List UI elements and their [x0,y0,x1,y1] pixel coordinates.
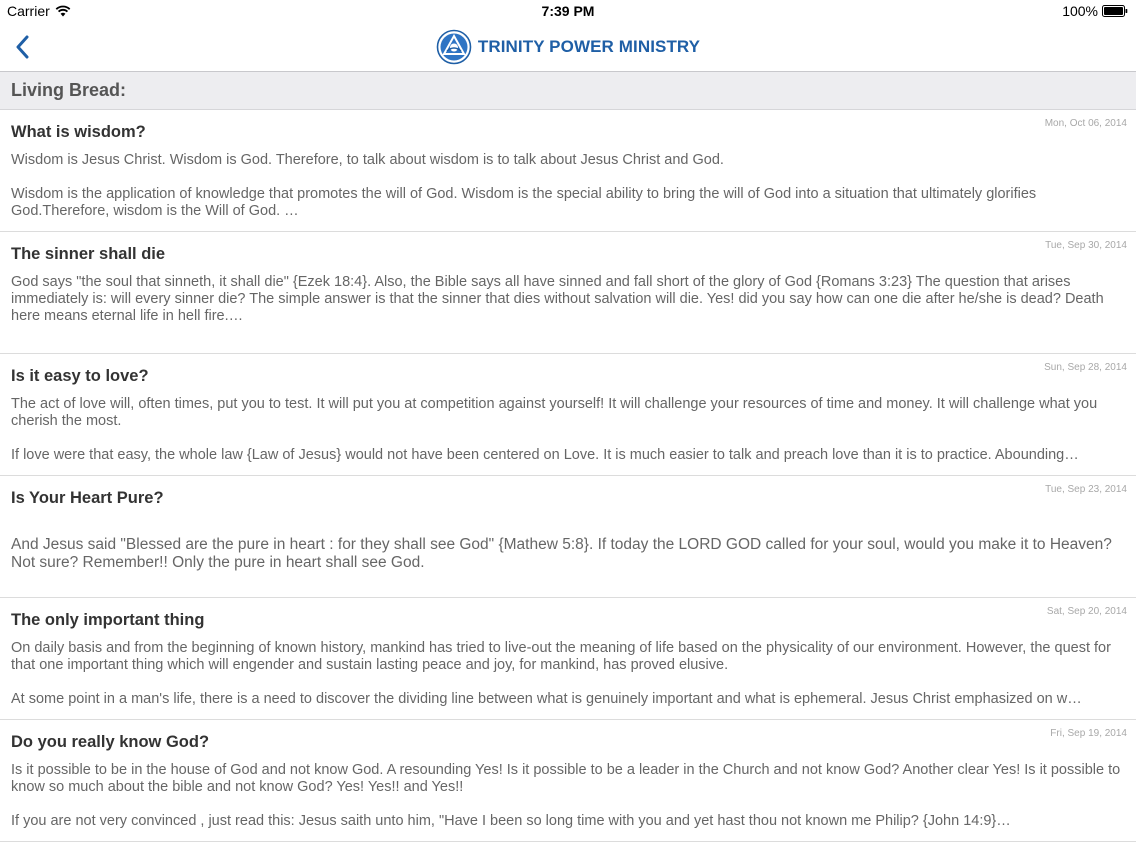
article-excerpt: God says "the soul that sinneth, it shall die" {Ezek 18:4}. Also, the Bible says all have sinned and fall short of the glory of God {Romans 3:23} The question that arises immediately is: will every sinner die? The simple answer is that the sinner that dies without salvation will die. Yes! did you say how can one die after he/she is dead? Death here means eternal life in hell fire.… [11,274,1104,324]
article-date: Tue, Sep 30, 2014 [1045,240,1127,251]
article-item-is-it-easy-to-love[interactable] [0,354,1136,476]
battery-percentage: 100% [1062,3,1098,19]
battery-icon [1102,5,1128,17]
article-item-the-sinner-shall-die[interactable] [0,232,1136,354]
article-date: Tue, Sep 23, 2014 [1045,484,1127,495]
article-title: Do you really know God? [11,733,210,751]
article-excerpt: The act of love will, often times, put you to test. It will put you at competition against yourself! It will challenge your resources of time and money. It will challenge what you cherish the most. If love were that easy, the whole law {Law of Jesus} would not have been centered on Love. It is much easier to talk and preach love than it is to practice. Abounding… [11,396,1098,463]
trinity-logo-icon [436,29,472,65]
section-header [0,72,1136,110]
article-excerpt: And Jesus said "Blessed are the pure in heart : for they shall see God" {Mathew 5:8}. If today the LORD GOD called for your soul, would you make it to Heaven? Not sure? Remember!! Only the pure in heart shall see God. [11,536,1112,571]
article-item-do-you-really-know-god[interactable] [0,720,1136,842]
article-title: The sinner shall die [11,245,166,263]
article-title: The only important thing [11,611,205,629]
article-excerpt: Is it possible to be in the house of God and not know God. A resounding Yes! Is it possible to be a leader in the Church and not know God? Another clear Yes! Is it possible to know so much about the bible and not know God? Yes! Yes!! and Yes!! If you are not very convinced , just read this: Jesus saith unto him, "Have I been so long time with you and yet hast thou not known me Philip? {John 14:9}… [11,762,1121,829]
battery-indicator [1062,3,1128,19]
article-title: What is wisdom? [11,123,146,141]
article-item-the-only-important-thing[interactable] [0,598,1136,720]
article-list [0,110,1136,842]
section-title: Living Bread: [11,80,127,100]
article-item-what-is-wisdom[interactable] [0,110,1136,232]
article-excerpt: Wisdom is Jesus Christ. Wisdom is God. Therefore, to talk about wisdom is to talk about Jesus Christ and God. Wisdom is the application of knowledge that promotes the will of God. Wisdom is the special ability to bring the will of God into a situation that ultimately glorifies God.Therefore, wisdom is the Will of God. … [11,152,1037,219]
article-item-is-your-heart-pure[interactable] [0,476,1136,598]
nav-title-group [0,28,1136,66]
article-date: Sat, Sep 20, 2014 [1046,606,1127,617]
carrier-label: Carrier [7,3,50,19]
article-excerpt: On daily basis and from the beginning of known history, mankind has tried to live-out the meaning of life based on the physicality of our environment. However, the quest for that one important thing which will engender and sustain lasting peace and joy, for mankind, has proved elusive. At some point in a man's life, there is a need to discover the dividing line between what is genuinely important and what is ephemeral. Jesus Christ emphasized on w… [11,640,1111,707]
article-title: Is Your Heart Pure? [11,489,164,507]
status-bar [0,0,1136,22]
navigation-bar [0,22,1136,72]
article-date: Mon, Oct 06, 2014 [1044,118,1127,129]
article-date: Sun, Sep 28, 2014 [1044,362,1127,373]
app-title: TRINITY POWER MINISTRY [477,37,701,56]
article-title: Is it easy to love? [11,367,149,385]
status-time: 7:39 PM [541,3,595,19]
article-date: Fri, Sep 19, 2014 [1050,728,1127,739]
